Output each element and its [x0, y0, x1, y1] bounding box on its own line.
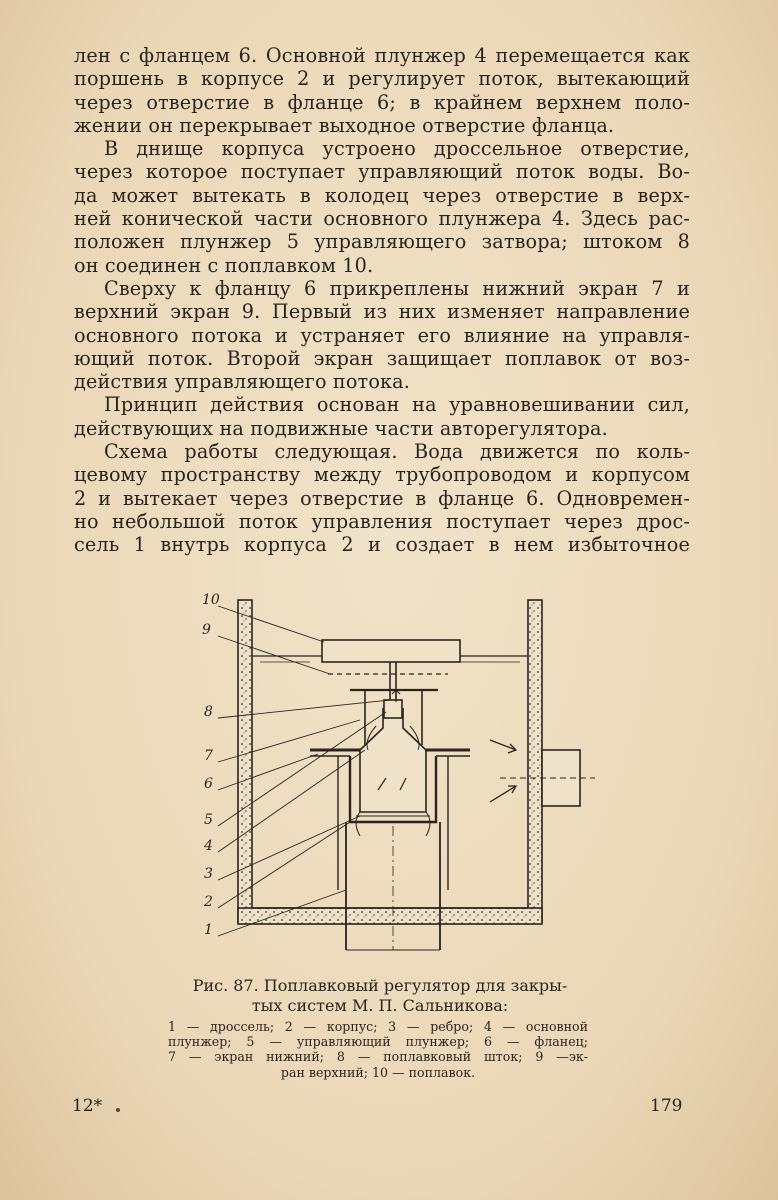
- body-line: 2 и вытекает через отверстие в фланце 6. Одновремен-: [74, 486, 690, 510]
- body-line: поршень в корпусе 2 и регулирует поток, вытекающий: [74, 67, 690, 91]
- figure-legend: [168, 1019, 588, 1080]
- body-line: положен плунжер 5 управляющего затвора; штоком 8: [74, 230, 690, 254]
- label-3: 3: [204, 866, 213, 882]
- caption-line-1: Рис. 87. Поплавковый регулятор для закры-: [192, 976, 568, 995]
- body-line: через отверстие в фланце 6; в крайнем верхнем поло-: [74, 90, 690, 114]
- legend-line: ран верхний; 10 — поплавок.: [280, 1064, 476, 1080]
- body-text: [74, 44, 690, 557]
- body-line: он соединен с поплавком 10.: [74, 253, 374, 277]
- print-speck: [116, 1108, 120, 1112]
- page-number: 179: [650, 1096, 683, 1116]
- body-line: жении он перекрывает выходное отверстие фланца.: [74, 113, 615, 137]
- left-wall: [238, 600, 252, 922]
- figure-caption: [160, 976, 600, 1016]
- body-line: ющий поток. Второй экран защищает поплавок от воз-: [74, 346, 690, 370]
- label-6: 6: [204, 776, 213, 792]
- body-line: основного потока и устраняет его влияние на управля-: [74, 323, 690, 347]
- body-line: действия управляющего потока.: [74, 370, 410, 394]
- label-7: 7: [204, 748, 213, 764]
- label-4: 4: [204, 838, 213, 854]
- caption-line-2: тых систем М. П. Сальникова:: [251, 996, 509, 1015]
- body-line: верхний экран 9. Первый из них изменяет направление: [74, 300, 690, 324]
- figure-87-diagram: [200, 590, 600, 960]
- label-10: 10: [202, 592, 220, 608]
- label-5: 5: [204, 812, 213, 828]
- right-wall: [528, 600, 542, 922]
- legend-line: плунжер; 5 — управляющий плунжер; 6 — фланец;: [168, 1034, 588, 1050]
- body-line: через которое поступает управляющий поток воды. Во-: [74, 160, 690, 184]
- body-line: лен с фланцем 6. Основной плунжер 4 перемещается как: [74, 44, 690, 67]
- legend-line: 7 — экран нижний; 8 — поплавковый шток; 9 —эк-: [168, 1049, 588, 1065]
- body-line: Принцип действия основан на уравновешивании сил,: [104, 393, 690, 417]
- body-line: Сверху к фланцу 6 прикреплены нижний экран 7 и: [104, 276, 690, 300]
- legend-line: 1 — дроссель; 2 — корпус; 3 — ребро; 4 — основной: [168, 1019, 588, 1034]
- signature-mark: 12*: [72, 1096, 103, 1116]
- body-line: В днище корпуса устроено дроссельное отверстие,: [104, 137, 690, 161]
- body-line: да может вытекать в колодец через отверстие в верх-: [74, 183, 690, 207]
- body-line: цевому пространству между трубопроводом и корпусом: [74, 463, 690, 487]
- body-line: сель 1 внутрь корпуса 2 и создает в нем избыточное: [74, 533, 690, 557]
- bottom-slab: [238, 908, 542, 924]
- label-2: 2: [204, 894, 213, 910]
- label-9: 9: [202, 622, 211, 638]
- label-8: 8: [204, 704, 213, 720]
- body-line: ней конической части основного плунжера 4. Здесь рас-: [74, 207, 690, 231]
- body-line: но небольшой поток управления поступает через дрос-: [74, 509, 690, 533]
- label-1: 1: [204, 922, 213, 938]
- float-regulator-drawing: [200, 590, 600, 960]
- body-line: действующих на подвижные части авторегулятора.: [74, 416, 608, 440]
- body-line: Схема работы следующая. Вода движется по коль-: [104, 440, 690, 464]
